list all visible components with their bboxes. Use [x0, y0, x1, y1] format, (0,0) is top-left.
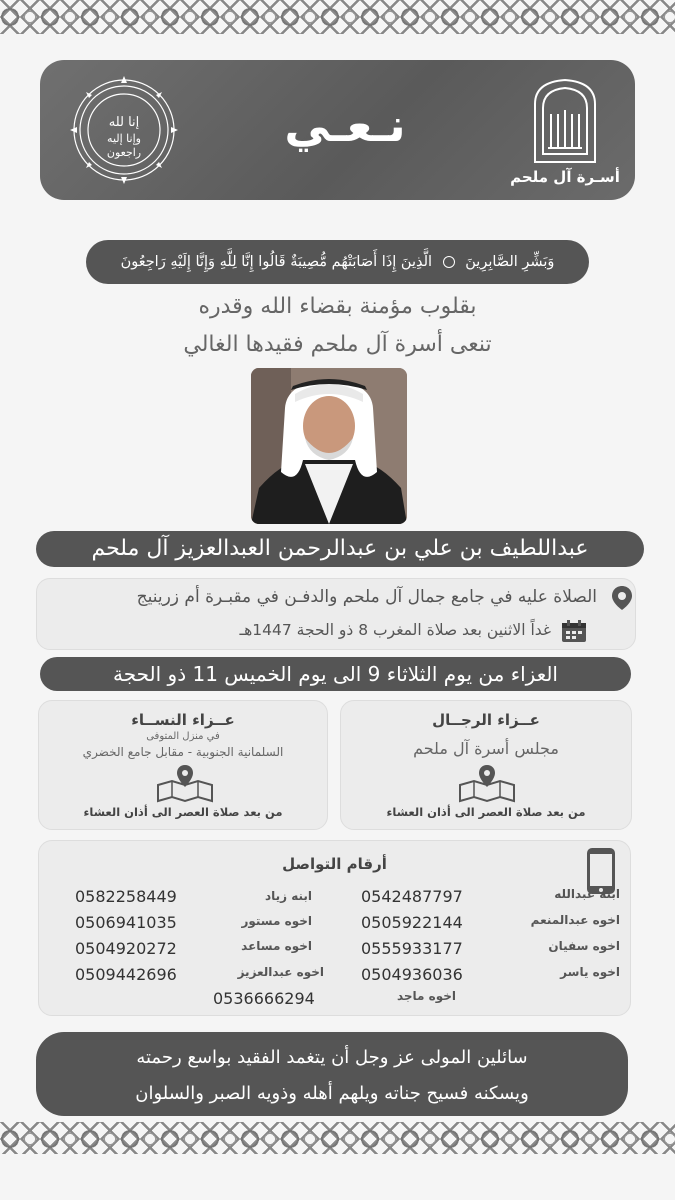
arch-logo-icon [510, 74, 620, 166]
women-condolence-card [38, 700, 328, 830]
contact-label: اخوه ياسر [560, 965, 620, 979]
page-title: نـعـي [284, 98, 406, 152]
women-condolence-time: من بعد صلاة العصر الى أذان العشاء [83, 805, 283, 819]
contact-number[interactable]: 0582258449 [75, 887, 177, 906]
women-condolence-title: عــزاء النســاء [131, 711, 235, 729]
contacts-title: أرقام التواصل [282, 855, 387, 873]
verse-part-2: الَّذِينَ إِذَا أَصَابَتْهُم مُّصِيبَةٌ قَالُوا إِنَّا لِلَّهِ وَإِنَّا إِلَيْهِ رَاجِعُونَ [120, 254, 433, 270]
women-condolence-location: السلمانية الجنوبية - مقابل جامع الخضري [82, 745, 284, 759]
men-condolence-location: مجلس أسرة آل ملحم [413, 739, 559, 758]
men-condolence-time: من بعد صلاة العصر الى أذان العشاء [386, 805, 586, 819]
verse-part-1: وَبَشِّرِ الصَّابِرِينَ [465, 254, 555, 270]
contact-number[interactable]: 0506941035 [75, 913, 177, 932]
contact-label: اخوه مساعد [241, 939, 312, 953]
prayer-info-card [36, 578, 636, 650]
decorative-pattern-top [0, 0, 675, 34]
deceased-photo [251, 368, 407, 524]
contact-number[interactable]: 0555933177 [361, 939, 463, 958]
contact-number[interactable]: 0536666294 [213, 989, 315, 1008]
intro-line-1: بقلوب مؤمنة بقضاء الله وقدره [198, 294, 477, 319]
prayer-time-text: غداً الاثنين بعد صلاة المغرب 8 ذو الحجة 1447هـ [239, 621, 551, 639]
women-condolence-note: في منزل المتوفى [146, 731, 220, 742]
family-logo [510, 74, 620, 192]
map-location-icon [456, 763, 518, 803]
closing-line-2: ويسكنه فسيح جناته ويلهم أهله وذويه الصبر والسلوان [135, 1083, 529, 1104]
svg-text:وإنا إليه: وإنا إليه [107, 132, 141, 145]
contact-label: اخوه عبدالعزيز [237, 965, 324, 979]
svg-text:إنا لله: إنا لله [108, 115, 140, 130]
contact-number[interactable]: 0542487797 [361, 887, 463, 906]
condolence-period: العزاء من يوم الثلاثاء 9 الى يوم الخميس 11 ذو الحجة [40, 657, 631, 691]
contact-label: اخوه مستور [241, 914, 312, 928]
contact-number[interactable]: 0504920272 [75, 939, 177, 958]
family-logo-text: أسـرة آل ملحم [510, 168, 620, 186]
calligraphy-seal-icon [68, 74, 180, 186]
contact-label: اخوه سفيان [548, 939, 620, 953]
contact-label: اخوه عبدالمنعم [530, 913, 620, 927]
closing-prayer [36, 1032, 628, 1116]
contact-label: اخوه ماجد [396, 989, 456, 1003]
map-location-icon [154, 763, 216, 803]
contact-number[interactable]: 0505922144 [361, 913, 463, 932]
men-condolence-card [340, 700, 632, 830]
calendar-icon [561, 619, 587, 643]
intro-line-2: تنعى أسرة آل ملحم فقيدها الغالي [183, 332, 492, 357]
contact-number[interactable]: 0509442696 [75, 965, 177, 984]
closing-line-1: سائلين المولى عز وجل أن يتغمد الفقيد بواسع رحمته [136, 1047, 528, 1068]
contact-label: ابنه عبدالله [554, 887, 620, 901]
contact-number[interactable]: 0504936036 [361, 965, 463, 984]
deceased-name: عبداللطيف بن علي بن عبدالرحمن العبدالعزيز آل ملحم [36, 531, 644, 567]
contacts-card [38, 840, 631, 1016]
quran-verse [86, 240, 589, 284]
header-banner [40, 60, 635, 200]
decorative-pattern-bottom [0, 1122, 675, 1154]
men-condolence-title: عــزاء الرجــال [432, 711, 540, 729]
portrait-icon [251, 368, 407, 524]
contact-label: ابنه زياد [264, 889, 312, 903]
prayer-location-text: الصلاة عليه في جامع جمال آل ملحم والدفـن في مقبـرة أم زرينيج [136, 587, 597, 607]
location-pin-icon [611, 585, 633, 611]
svg-text:راجعون: راجعون [106, 146, 142, 159]
verse-separator-icon [443, 256, 455, 268]
